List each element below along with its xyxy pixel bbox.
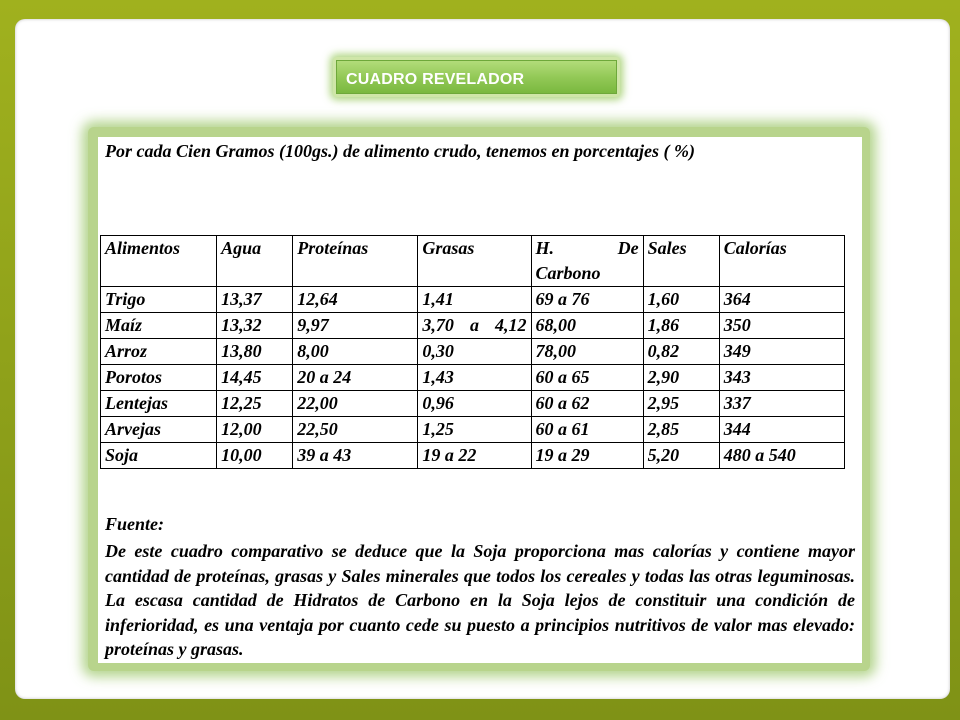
cell-grasas: 1,41: [418, 287, 531, 313]
cell-calorias: 337: [719, 391, 844, 417]
title-banner: [333, 57, 620, 97]
header-h-de-carbono: H. De Carbono: [531, 236, 643, 287]
cell-sales: 0,82: [643, 339, 719, 365]
cell-proteinas: 22,00: [293, 391, 418, 417]
cell-agua: 13,80: [217, 339, 293, 365]
header-alimentos: Alimentos: [101, 236, 217, 287]
cell-carbono: 78,00: [531, 339, 643, 365]
cell-sales: 5,20: [643, 443, 719, 469]
cell-agua: 13,32: [217, 313, 293, 339]
table-row: [101, 443, 845, 469]
cell-carbono: 19 a 29: [531, 443, 643, 469]
header-agua: Agua: [217, 236, 293, 287]
cell-proteinas: 12,64: [293, 287, 418, 313]
cell-proteinas: 20 a 24: [293, 365, 418, 391]
table-row: [101, 391, 845, 417]
cell-food: Arvejas: [101, 417, 217, 443]
document-image: [98, 137, 862, 663]
cell-proteinas: 22,50: [293, 417, 418, 443]
table-row: [101, 365, 845, 391]
cell-grasas: 0,96: [418, 391, 531, 417]
cell-agua: 10,00: [217, 443, 293, 469]
cell-grasas: 1,25: [418, 417, 531, 443]
cell-grasas: 19 a 22: [418, 443, 531, 469]
cell-agua: 13,37: [217, 287, 293, 313]
cell-proteinas: 8,00: [293, 339, 418, 365]
cell-proteinas: 9,97: [293, 313, 418, 339]
cell-carbono: 68,00: [531, 313, 643, 339]
cell-grasas: 3,70 a 4,12: [418, 313, 531, 339]
cell-sales: 2,85: [643, 417, 719, 443]
nutrition-table: [100, 235, 845, 469]
cell-calorias: 350: [719, 313, 844, 339]
slide-title: CUADRO REVELADOR: [346, 71, 525, 88]
source-label: Fuente:: [105, 514, 165, 534]
cell-grasas: 0,30: [418, 339, 531, 365]
cell-calorias: 364: [719, 287, 844, 313]
cell-calorias: 344: [719, 417, 844, 443]
cell-calorias: 480 a 540: [719, 443, 844, 469]
document-heading: Por cada Cien Gramos (100gs.) de alimento crudo, tenemos en porcentajes ( %): [105, 141, 695, 161]
cell-calorias: 343: [719, 365, 844, 391]
cell-proteinas: 39 a 43: [293, 443, 418, 469]
header-grasas: Grasas: [418, 236, 531, 287]
cell-food: Soja: [101, 443, 217, 469]
cell-food: Arroz: [101, 339, 217, 365]
table-row: [101, 417, 845, 443]
cell-sales: 1,86: [643, 313, 719, 339]
table-row: [101, 287, 845, 313]
table-row: [101, 339, 845, 365]
title-banner-inner: [336, 60, 617, 94]
cell-agua: 14,45: [217, 365, 293, 391]
cell-carbono: 60 a 62: [531, 391, 643, 417]
header-calorias: Calorías: [719, 236, 844, 287]
cell-sales: 2,90: [643, 365, 719, 391]
cell-food: Porotos: [101, 365, 217, 391]
header-sales: Sales: [643, 236, 719, 287]
table-row: [101, 313, 845, 339]
cell-food: Trigo: [101, 287, 217, 313]
cell-calorias: 349: [719, 339, 844, 365]
cell-agua: 12,25: [217, 391, 293, 417]
cell-sales: 1,60: [643, 287, 719, 313]
cell-sales: 2,95: [643, 391, 719, 417]
cell-carbono: 69 a 76: [531, 287, 643, 313]
cell-agua: 12,00: [217, 417, 293, 443]
cell-food: Maíz: [101, 313, 217, 339]
source-note: De este cuadro comparativo se deduce que la Soja proporciona mas calorías y contiene mayor cantidad de proteínas, grasas y Sales minerales que todos los cereales y todas las otras leguminosas. La escasa cantidad de Hidratos de Carbono en la Soja lejos de constituir una condición de inferioridad, es una ventaja por cuanto cede su puesto a principios nutritivos de valor mas elevado: proteínas y grasas.: [105, 541, 855, 659]
table-header-row: [101, 236, 845, 287]
header-proteinas: Proteínas: [293, 236, 418, 287]
cell-grasas: 1,43: [418, 365, 531, 391]
cell-carbono: 60 a 65: [531, 365, 643, 391]
cell-food: Lentejas: [101, 391, 217, 417]
cell-carbono: 60 a 61: [531, 417, 643, 443]
